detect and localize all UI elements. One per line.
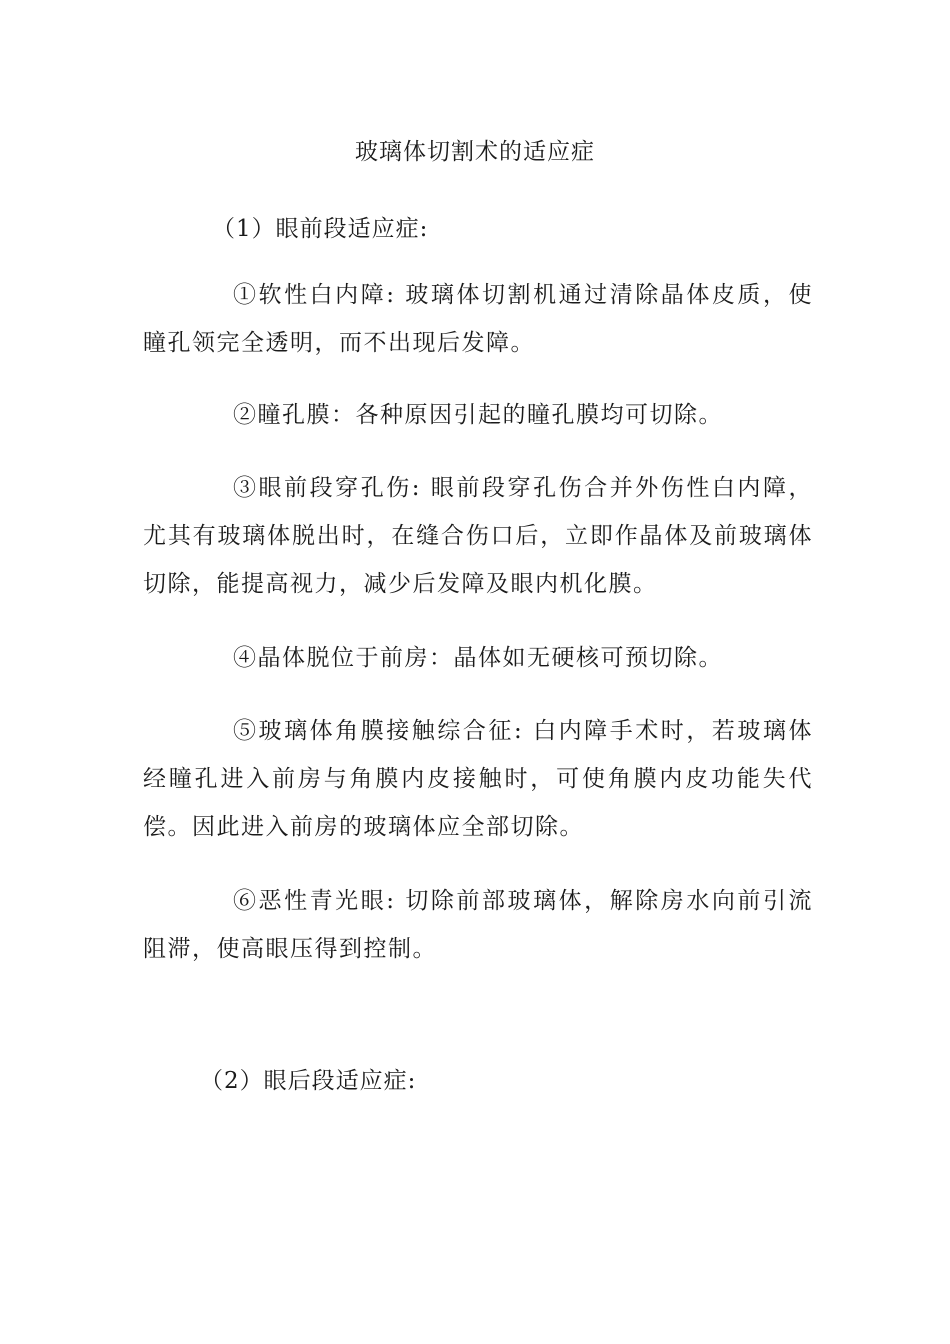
indication-item-lens-dislocation: ④晶体脱位于前房：晶体如无硬核可预切除。 [233, 645, 723, 671]
indication-item-malignant-glaucoma: ⑥恶性青光眼: 切除前部玻璃体，解除房水向前引流阻滞，使高眼压得到控制。 [143, 888, 813, 962]
indication-item-perforating-injury: ③眼前段穿孔伤: 眼前段穿孔伤合并外伤性白内障，尤其有玻璃体脱出时，在缝合伤口后，立即作晶体及前玻璃体切除，能提高视力，减少后发障及眼内机化膜。 [143, 475, 813, 597]
indication-item-soft-cataract: ①软性白内障: 玻璃体切割机通过清除晶体皮质，使瞳孔领完全透明，而不出现后发障。 [143, 282, 813, 356]
section-heading-posterior: （2）眼后段适应症: [200, 1068, 417, 1094]
indication-item-pupillary-membrane: ②瞳孔膜：各种原因引起的瞳孔膜均可切除。 [233, 402, 723, 428]
document-title: 玻璃体切割术的适应症 [355, 139, 595, 165]
indication-item-vitreocorneal-contact: ⑤玻璃体角膜接触综合征: 白内障手术时，若玻璃体经瞳孔进入前房与角膜内皮接触时，可使角膜内皮功能失代偿。因此进入前房的玻璃体应全部切除。 [143, 718, 813, 840]
section-heading-anterior: （1）眼前段适应症: [212, 216, 429, 242]
